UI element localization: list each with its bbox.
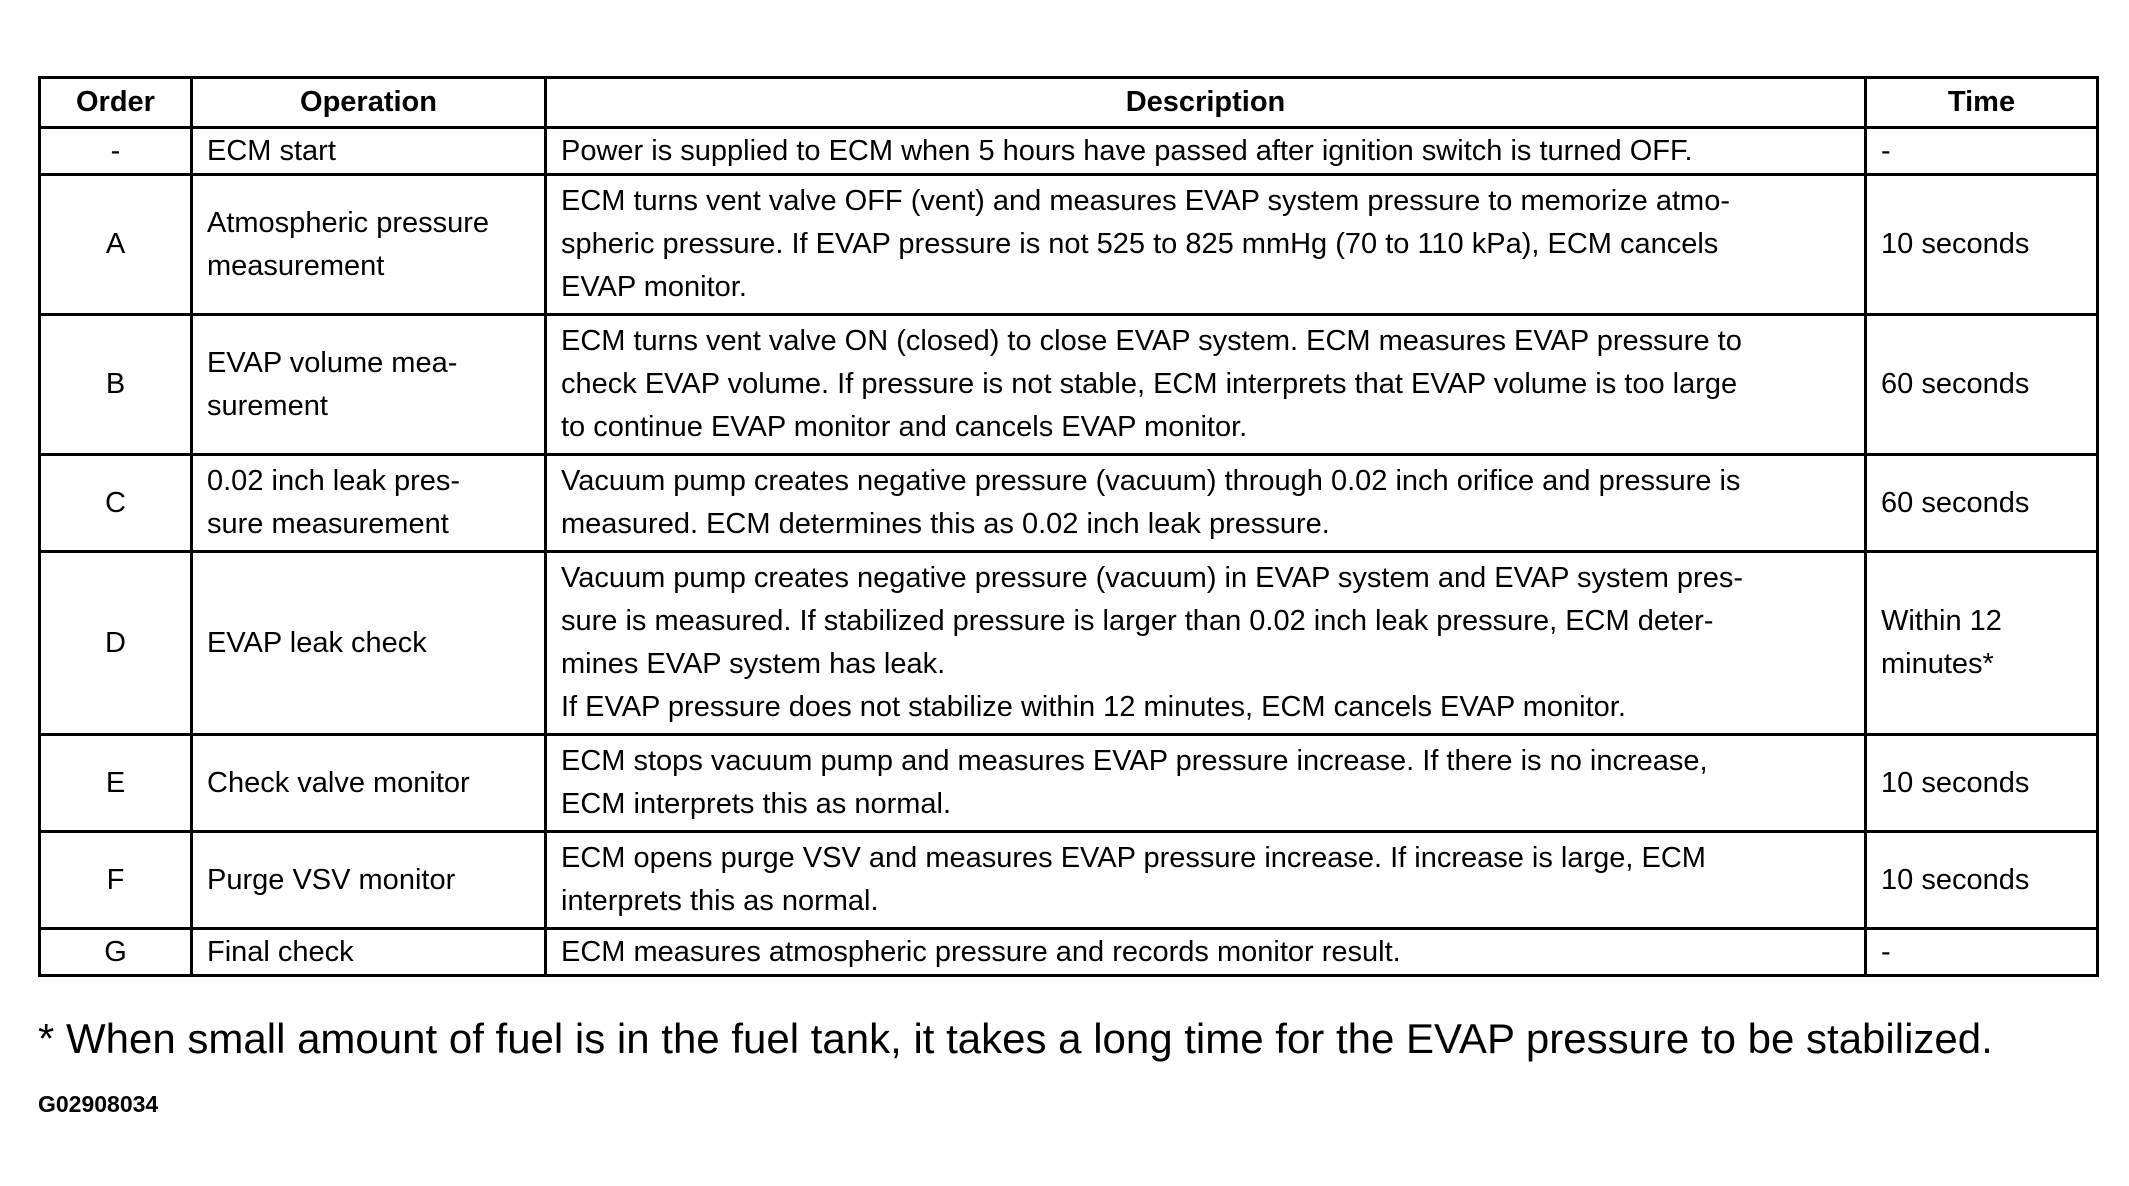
row-order: G [40, 929, 192, 976]
row-order: - [40, 128, 192, 175]
header-operation: Operation [192, 78, 546, 128]
document-id: G02908034 [38, 1091, 159, 1117]
header-time: Time [1866, 78, 2098, 128]
header-description: Description [546, 78, 1866, 128]
row-operation: Atmospheric pressure measurement [192, 175, 546, 315]
row-description: ECM opens purge VSV and measures EVAP pressure increase. If increase is large, ECM interprets this as normal. [546, 832, 1866, 929]
row-time: Within 12 minutes* [1866, 552, 2098, 735]
row-time: - [1866, 929, 2098, 976]
row-order: E [40, 735, 192, 832]
row-operation: Check valve monitor [192, 735, 546, 832]
row-order: A [40, 175, 192, 315]
table-row [40, 128, 2098, 175]
row-operation: ECM start [192, 128, 546, 175]
row-time: 10 seconds [1866, 832, 2098, 929]
table-row [40, 832, 2098, 929]
row-time: - [1866, 128, 2098, 175]
row-operation: EVAP leak check [192, 552, 546, 735]
evap-monitor-table [38, 76, 2099, 977]
row-description: ECM turns vent valve OFF (vent) and measures EVAP system pressure to memorize atmo- spheric pressure. If EVAP pressure is not 525 to 825 mmHg (70 to 110 kPa), ECM cancels EVAP monitor. [546, 175, 1866, 315]
table-row [40, 735, 2098, 832]
table-row [40, 455, 2098, 552]
row-order: B [40, 315, 192, 455]
row-description: Vacuum pump creates negative pressure (vacuum) in EVAP system and EVAP system pres- sure is measured. If stabilized pressure is larger than 0.02 inch leak pressure, ECM deter- mines EVAP system has leak. If EVAP pressure does not stabilize within 12 minutes, ECM cancels EVAP monitor. [546, 552, 1866, 735]
table-row [40, 315, 2098, 455]
row-operation: 0.02 inch leak pres- sure measurement [192, 455, 546, 552]
table-row [40, 175, 2098, 315]
table-row [40, 929, 2098, 976]
row-description: ECM turns vent valve ON (closed) to close EVAP system. ECM measures EVAP pressure to check EVAP volume. If pressure is not stable, ECM interprets that EVAP volume is too large to continue EVAP monitor and cancels EVAP monitor. [546, 315, 1866, 455]
row-operation: EVAP volume mea- surement [192, 315, 546, 455]
row-order: D [40, 552, 192, 735]
row-description: ECM measures atmospheric pressure and records monitor result. [546, 929, 1866, 976]
row-time: 60 seconds [1866, 455, 2098, 552]
table-row [40, 552, 2098, 735]
table-header-row [40, 78, 2098, 128]
row-time: 10 seconds [1866, 735, 2098, 832]
row-order: F [40, 832, 192, 929]
row-description: Vacuum pump creates negative pressure (vacuum) through 0.02 inch orifice and pressure is measured. ECM determines this as 0.02 inch leak pressure. [546, 455, 1866, 552]
footnote: * When small amount of fuel is in the fuel tank, it takes a long time for the EVAP pressure to be stabilized. [38, 1015, 1993, 1062]
row-order: C [40, 455, 192, 552]
row-time: 60 seconds [1866, 315, 2098, 455]
row-operation: Final check [192, 929, 546, 976]
row-description: ECM stops vacuum pump and measures EVAP pressure increase. If there is no increase, ECM interprets this as normal. [546, 735, 1866, 832]
header-order: Order [40, 78, 192, 128]
row-time: 10 seconds [1866, 175, 2098, 315]
row-operation: Purge VSV monitor [192, 832, 546, 929]
row-description: Power is supplied to ECM when 5 hours have passed after ignition switch is turned OFF. [546, 128, 1866, 175]
